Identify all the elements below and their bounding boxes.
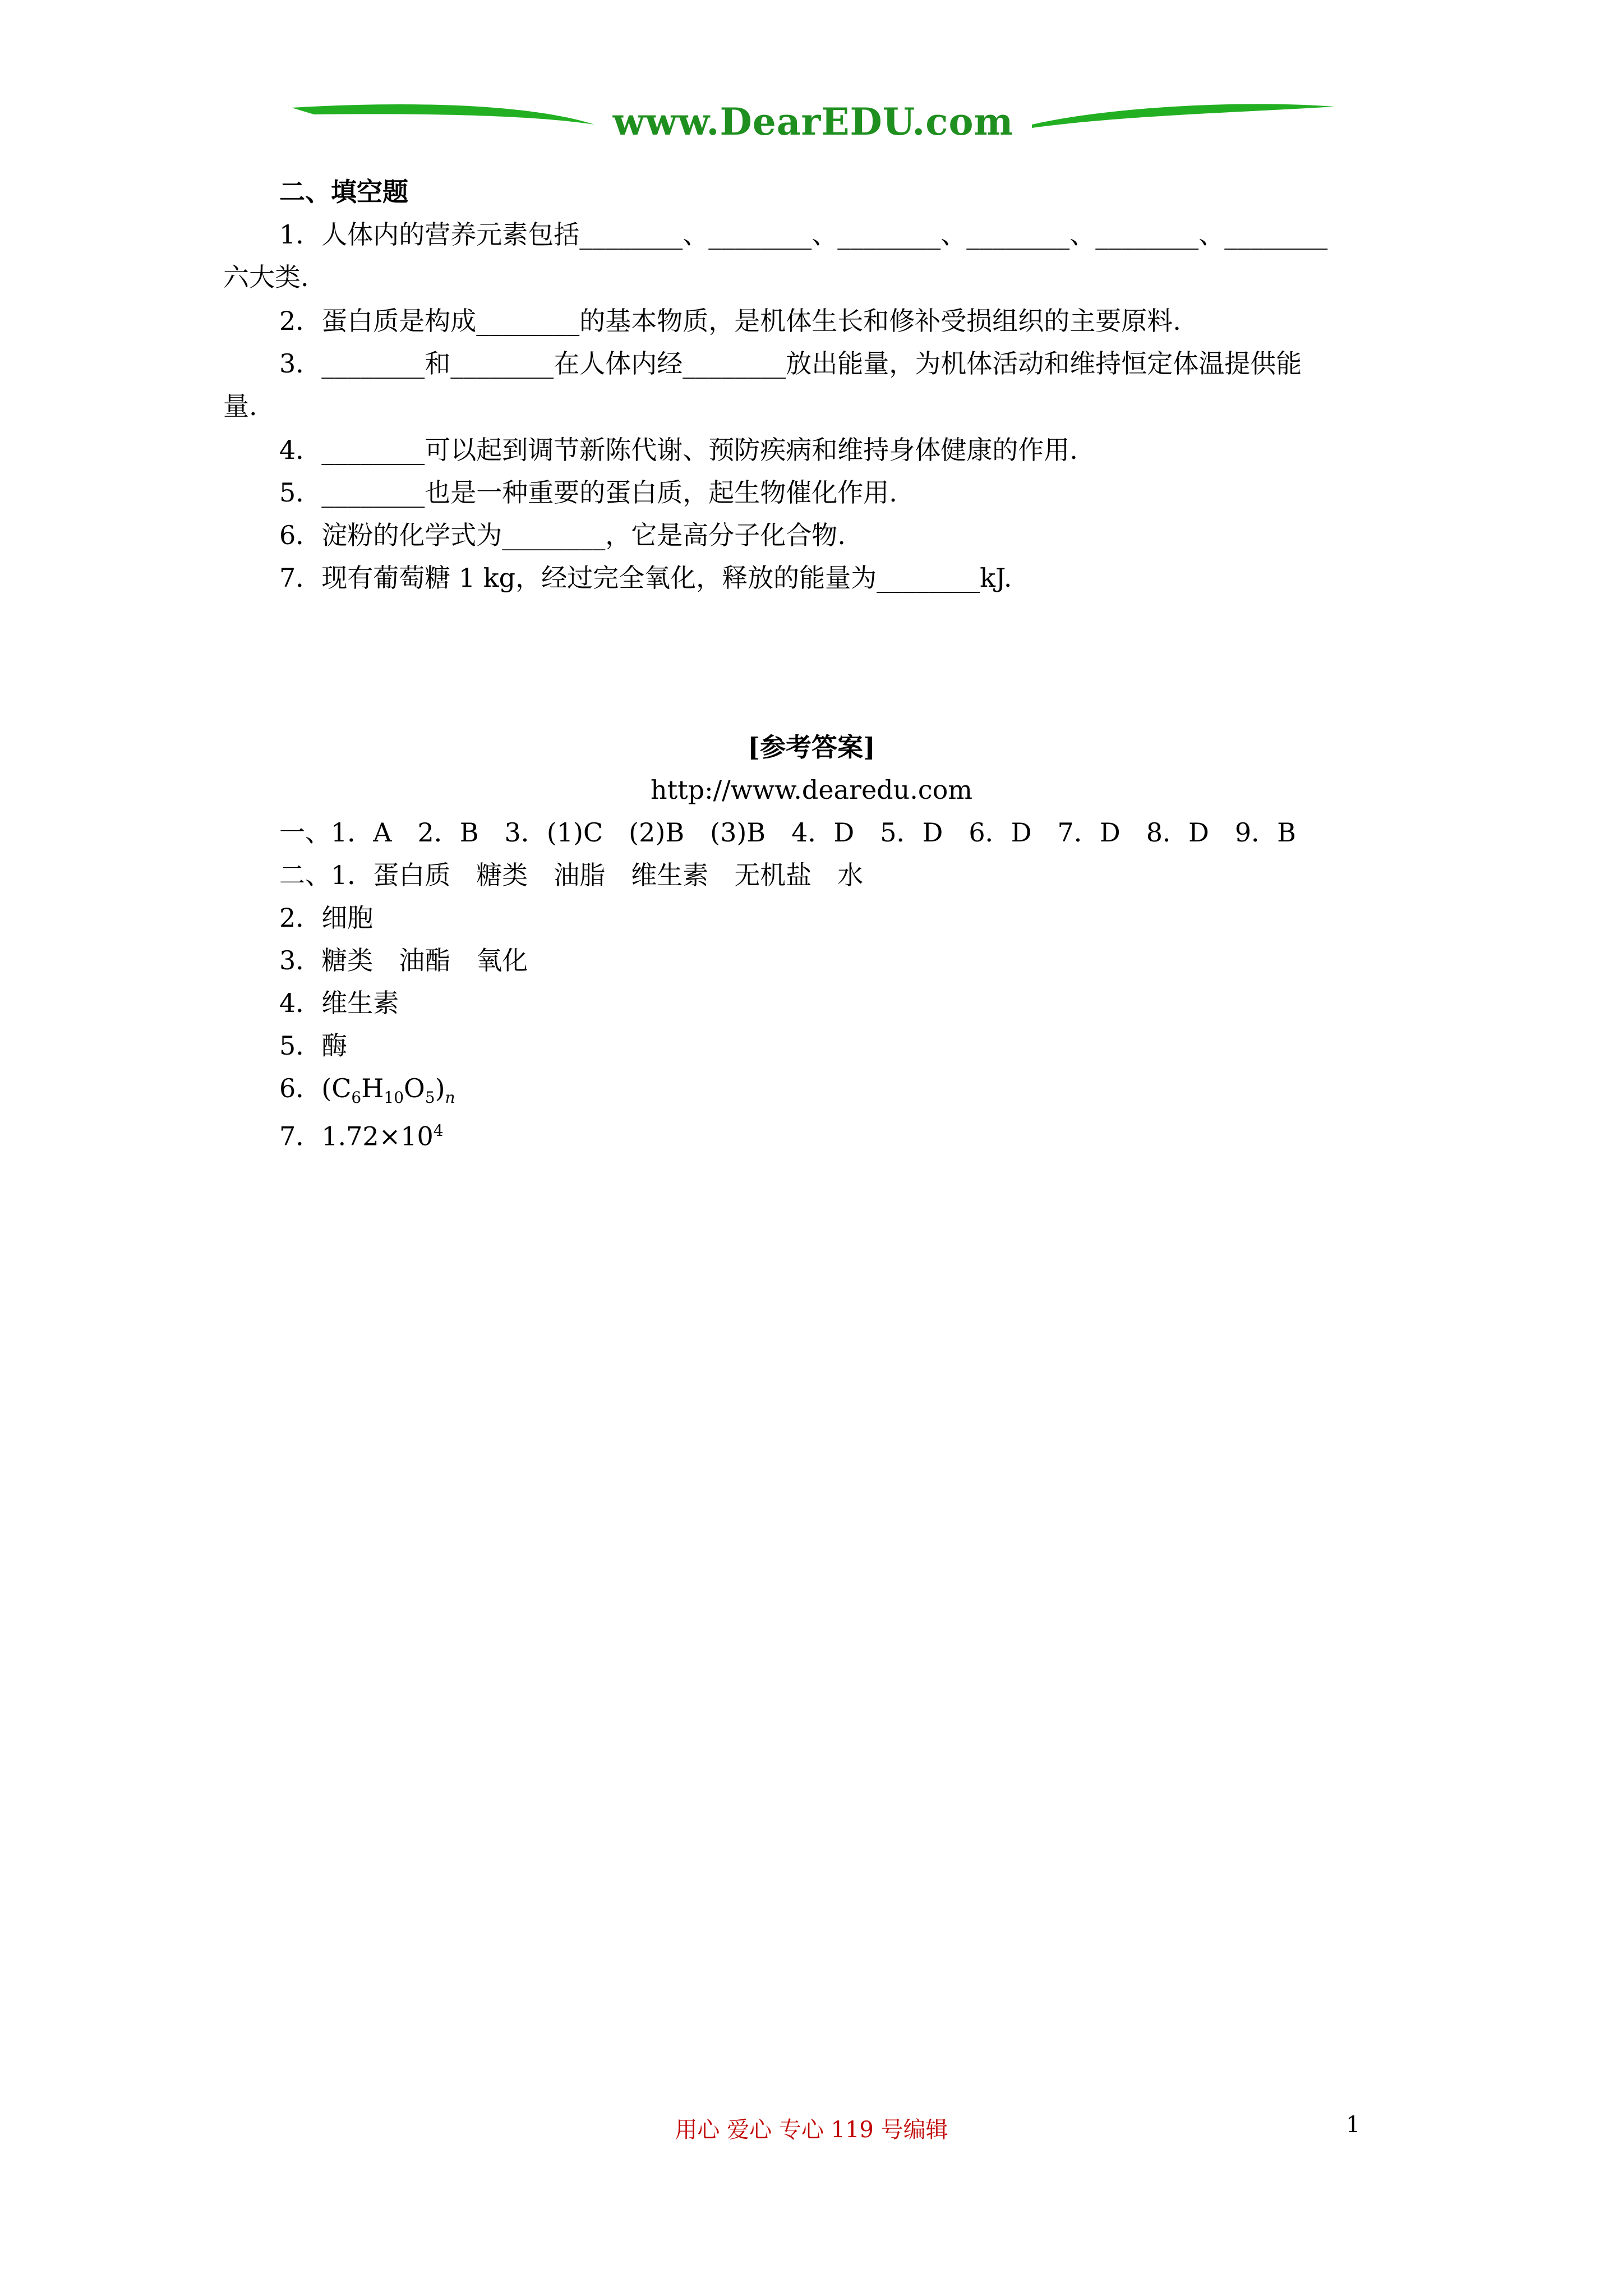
- section-title: 二、填空题: [279, 177, 408, 207]
- answer-6-sub-2: 10: [384, 1088, 404, 1107]
- question-3-line-1: 3．________和________在人体内经________放出能量，为机体活动和维持恒定体温提供能: [279, 348, 1302, 379]
- answer-5: 5．酶: [279, 1030, 348, 1061]
- question-7: 7．现有葡萄糖 1 kg，经过完全氧化，释放的能量为________kJ.: [279, 563, 1012, 593]
- question-3-line-2: 量.: [223, 391, 257, 421]
- answer-6-sub-1: 6: [351, 1088, 362, 1107]
- answer-7: [279, 1114, 444, 1153]
- answer-6-n: n: [445, 1088, 455, 1107]
- answers-part-1: 一、1．A 2．B 3．(1)C (2)B (3)B 4．D 5．D 6．D 7．D 8．D 9．B: [279, 817, 1296, 848]
- answer-6-h: H: [361, 1073, 384, 1103]
- answer-2: 2．细胞: [279, 903, 374, 933]
- question-5: 5．________也是一种重要的蛋白质，起生物催化作用.: [279, 477, 897, 508]
- answer-7-base: 7．1.72×10: [279, 1121, 434, 1152]
- answers-part-2-item-1: 二、1．蛋白质 糖类 油脂 维生素 无机盐 水: [279, 860, 864, 890]
- logo-text: www.DearEDU.com: [612, 100, 1014, 144]
- answer-3: 3．糖类 油酯 氧化: [279, 945, 528, 976]
- question-2: 2．蛋白质是构成________的基本物质，是机体生长和修补受损组织的主要原料.: [279, 306, 1181, 336]
- answer-4: 4．维生素: [279, 988, 399, 1018]
- answer-6-sub-3: 5: [425, 1088, 435, 1107]
- question-4: 4．________可以起到调节新陈代谢、预防疾病和维持身体健康的作用.: [279, 435, 1078, 465]
- header-logo: [292, 95, 1335, 157]
- answer-6: [279, 1071, 455, 1115]
- answers-title: [参考答案]: [748, 732, 875, 762]
- answers-url: http://www.dearedu.com: [651, 775, 972, 805]
- question-1-line-2: 六大类.: [223, 262, 309, 292]
- question-1-line-1: 1．人体内的营养元素包括________、________、________、________、________、________: [279, 219, 1328, 250]
- answer-6-prefix: 6．(C: [279, 1073, 352, 1103]
- answer-7-exponent: 4: [433, 1121, 444, 1140]
- question-6: 6．淀粉的化学式为________，它是高分子化合物.: [279, 520, 846, 550]
- answer-6-o: O: [404, 1073, 425, 1103]
- page-number: 1: [1346, 2112, 1361, 2138]
- answer-6-close: ): [435, 1073, 445, 1103]
- footer-text: 用心 爱心 专心 119 号编辑: [675, 2117, 948, 2143]
